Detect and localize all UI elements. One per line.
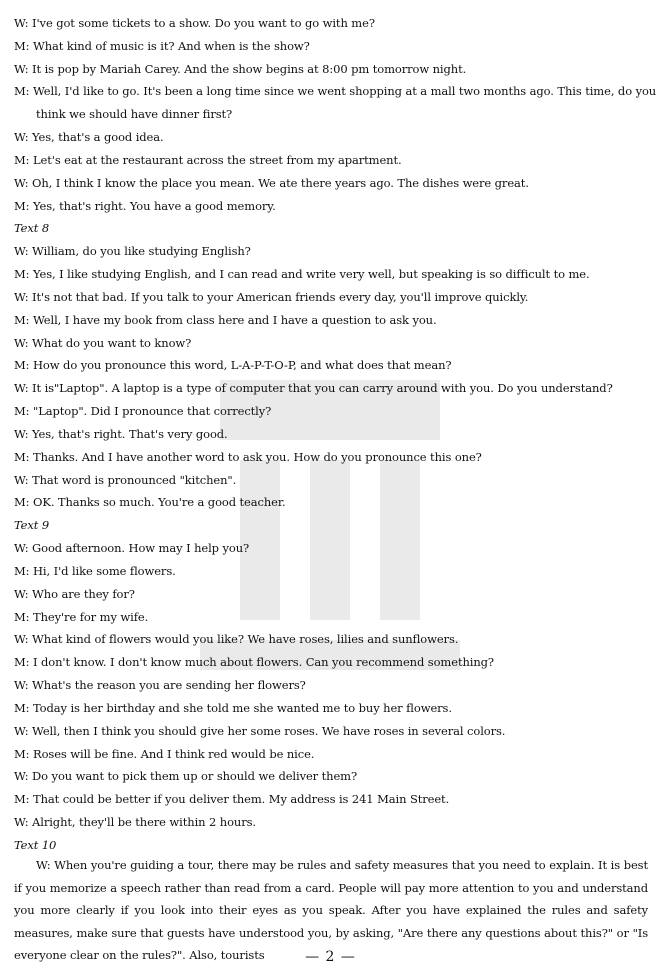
dialogue-line: W: What's the reason you are sending her flowers? — [14, 678, 306, 692]
dialogue-line: M: They're for my wife. — [14, 610, 149, 624]
dialogue-line: W: Oh, I think I know the place you mean. We ate there years ago. The dishes were great. — [14, 176, 529, 190]
dialogue-line: M: Thanks. And I have another word to ask you. How do you pronounce this one? — [14, 450, 482, 464]
dialogue-line: M: Yes, I like studying English, and I can read and write very well, but speaking is so difficult to me. — [14, 267, 590, 281]
dialogue-line: W: Yes, that's right. That's very good. — [14, 427, 228, 441]
dialogue-line: W: Good afternoon. How may I help you? — [14, 541, 250, 555]
dialogue-line: M: How do you pronounce this word, L-A-P-T-O-P, and what does that mean? — [14, 358, 452, 372]
dialogue-line: W: Well, then I think you should give her some roses. We have roses in several colors. — [14, 724, 506, 738]
monologue-paragraph: W: When you're guiding a tour, there may be rules and safety measures that you need to explain. It is best if you memorize a speech rather than read from a card. People will pay more attention to you and understand you more clearly if you look into their eyes as you speak. After you have explained the rules and safety measures, make sure that guests have understood you, by asking, "Are there any questions about this?" or "Is everyone clear on the rules?". Also, tourists — [14, 858, 648, 963]
dialogue-line: M: Today is her birthday and she told me she wanted me to buy her flowers. — [14, 701, 452, 715]
dialogue-line: M: OK. Thanks so much. You're a good teacher. — [14, 495, 286, 509]
section-heading: Text 9 — [14, 518, 50, 532]
dialogue-line: M: Yes, that's right. You have a good memory. — [14, 199, 276, 213]
dialogue-line: W: It is"Laptop". A laptop is a type of computer that you can carry around with you. Do you understand? — [14, 381, 613, 395]
dialogue-line: W: What kind of flowers would you like? We have roses, lilies and sunflowers. — [14, 632, 459, 646]
dialogue-line: M: Let's eat at the restaurant across the street from my apartment. — [14, 153, 402, 167]
dialogue-line: W: It's not that bad. If you talk to your American friends every day, you'll improve quickly. — [14, 290, 529, 304]
dialogue-line: W: I've got some tickets to a show. Do you want to go with me? — [14, 16, 375, 30]
dialogue-line: W: It is pop by Mariah Carey. And the show begins at 8:00 pm tomorrow night. — [14, 62, 467, 76]
dialogue-line: W: That word is pronounced "kitchen". — [14, 473, 237, 487]
dialogue-line: M: Well, I have my book from class here and I have a question to ask you. — [14, 313, 437, 327]
dialogue-line: M: "Laptop". Did I pronounce that correctly? — [14, 404, 272, 418]
dialogue-line: M: What kind of music is it? And when is the show? — [14, 39, 310, 53]
dialogue-line: W: William, do you like studying English? — [14, 244, 251, 258]
page-number: — 2 — — [305, 949, 356, 965]
dialogue-line: M: Hi, I'd like some flowers. — [14, 564, 176, 578]
section-heading: Text 8 — [14, 221, 50, 235]
dialogue-line: M: That could be better if you deliver them. My address is 241 Main Street. — [14, 792, 450, 806]
section-heading: Text 10 — [14, 838, 57, 852]
dialogue-line: M: Well, I'd like to go. It's been a long time since we went shopping at a mall two months ago. This time, do you — [14, 84, 657, 98]
dialogue-line: W: Who are they for? — [14, 587, 135, 601]
dialogue-line: W: What do you want to know? — [14, 336, 192, 350]
dialogue-line: M: Roses will be fine. And I think red would be nice. — [14, 747, 315, 761]
dialogue-line: M: I don't know. I don't know much about flowers. Can you recommend something? — [14, 655, 494, 669]
dialogue-line: W: Do you want to pick them up or should we deliver them? — [14, 769, 358, 783]
dialogue-line: W: Alright, they'll be there within 2 hours. — [14, 815, 256, 829]
dialogue-line-continued: think we should have dinner first? — [36, 107, 233, 121]
dialogue-line: W: Yes, that's a good idea. — [14, 130, 164, 144]
